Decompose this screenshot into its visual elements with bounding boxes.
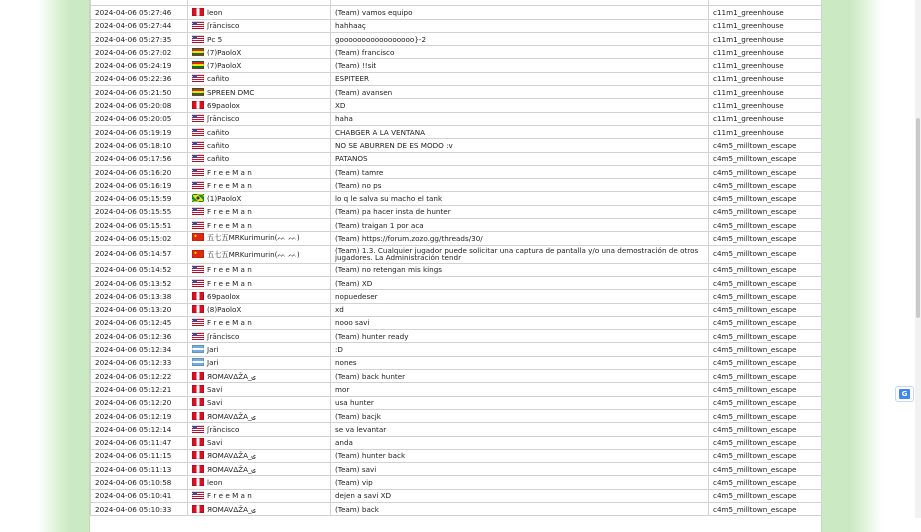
player-name: 69paolox	[207, 101, 240, 111]
cell-message: (Team) back	[331, 502, 709, 515]
cell-player	[188, 219, 331, 232]
flag-pe-icon	[192, 451, 204, 459]
cell-player	[188, 330, 331, 343]
flag-bo-icon	[192, 48, 204, 56]
cell-timestamp: 2024-04-06 05:12:36	[91, 330, 188, 343]
cell-map: c4m5_milltown_escape	[709, 245, 822, 263]
cell-message: (Team) 1.3. Cualquier jugador puede solicitar una captura de pantalla y/o una demostración de otros jugadores. La Administración tendr	[331, 245, 709, 263]
cell-message: (Team) !!sit	[331, 59, 709, 72]
cell-map: c4m5_milltown_escape	[709, 356, 822, 369]
player-name: Savi	[207, 438, 223, 448]
table-row	[91, 99, 822, 112]
cell-player	[188, 476, 331, 489]
flag-us-icon	[192, 74, 204, 82]
player-name: (7)PaoloX	[207, 61, 242, 71]
flag-us-icon	[192, 265, 204, 273]
cell-message: (Team) vip	[331, 476, 709, 489]
player-name: SPREEN DMC	[207, 87, 255, 97]
cell-timestamp: 2024-04-06 05:20:08	[91, 99, 188, 112]
player-name: Jari	[207, 358, 219, 368]
player-name: (1)PaoloX	[207, 194, 242, 204]
cell-message: NO SE ABURREN DE ES MODO :v	[331, 139, 709, 152]
cell-timestamp: 2024-04-06 05:21:50	[91, 86, 188, 99]
cell-timestamp: 2024-04-06 05:13:38	[91, 290, 188, 303]
cell-map: c4m5_milltown_escape	[709, 449, 822, 462]
cell-player	[188, 356, 331, 369]
cell-timestamp: 2024-04-06 05:15:51	[91, 219, 188, 232]
flag-pe-icon	[192, 305, 204, 313]
cell-timestamp: 2024-04-06 05:10:58	[91, 476, 188, 489]
cell-map: c11m1_greenhouse	[709, 32, 822, 45]
flag-br-icon	[192, 194, 204, 202]
cell-player	[188, 502, 331, 515]
cell-map: c4m5_milltown_escape	[709, 290, 822, 303]
cell-message: nopuedeser	[331, 290, 709, 303]
flag-us-icon	[192, 168, 204, 176]
cell-player	[188, 370, 331, 383]
table-row	[91, 276, 822, 289]
cell-player	[188, 125, 331, 138]
flag-us-icon	[192, 332, 204, 340]
cell-message: gooooooooooooooooo}-2	[331, 32, 709, 45]
cell-player	[188, 409, 331, 422]
player-name: ЯOMAVΔŽA_ۍ	[207, 411, 256, 421]
cell-timestamp: 2024-04-06 05:27:02	[91, 46, 188, 59]
player-name: F r e e M a n	[207, 180, 252, 190]
cell-timestamp: 2024-04-06 05:10:33	[91, 502, 188, 515]
cell-map: c4m5_milltown_escape	[709, 343, 822, 356]
table-row	[91, 219, 822, 232]
cell-player	[188, 19, 331, 32]
flag-pe-icon	[192, 478, 204, 486]
flag-us-icon	[192, 221, 204, 229]
player-name: leon	[207, 478, 223, 488]
cell-map: c4m5_milltown_escape	[709, 436, 822, 449]
cell-timestamp: 2024-04-06 05:12:33	[91, 356, 188, 369]
table-row	[91, 86, 822, 99]
flag-us-icon	[192, 279, 204, 287]
cell-player	[188, 152, 331, 165]
cell-player	[188, 46, 331, 59]
cell-timestamp: 2024-04-06 05:11:13	[91, 463, 188, 476]
cell-player	[188, 232, 331, 245]
chat-log-body	[91, 0, 822, 516]
cell-player	[188, 276, 331, 289]
player-name: ʃrāncisco	[207, 114, 240, 124]
cell-message: mor	[331, 383, 709, 396]
table-row	[91, 370, 822, 383]
table-row	[91, 232, 822, 245]
cell-map: c4m5_milltown_escape	[709, 276, 822, 289]
cell-message: haha	[331, 112, 709, 125]
cell-player	[188, 489, 331, 502]
table-row	[91, 290, 822, 303]
flag-cn-icon	[192, 233, 204, 241]
cell-map: c11m1_greenhouse	[709, 112, 822, 125]
cell-player	[188, 343, 331, 356]
player-name: 69paolox	[207, 291, 240, 301]
page-scrollbar[interactable]	[915, 0, 921, 518]
chat-log-table	[90, 0, 822, 516]
player-name: F r e e M a n	[207, 207, 252, 217]
table-row	[91, 502, 822, 515]
cell-timestamp: 2024-04-06 05:15:02	[91, 232, 188, 245]
cell-player	[188, 423, 331, 436]
cell-player	[188, 316, 331, 329]
cell-player	[188, 436, 331, 449]
cell-map: c4m5_milltown_escape	[709, 370, 822, 383]
cell-message: :D	[331, 343, 709, 356]
cell-timestamp: 2024-04-06 05:14:52	[91, 263, 188, 276]
table-row	[91, 125, 822, 138]
player-name: (7)PaoloX	[207, 47, 242, 57]
cell-message: (Team) savi	[331, 463, 709, 476]
cell-message: (Team) avansen	[331, 86, 709, 99]
cell-timestamp: 2024-04-06 05:15:59	[91, 192, 188, 205]
table-row	[91, 139, 822, 152]
flag-pe-icon	[192, 398, 204, 406]
player-name: (8)PaoloX	[207, 305, 242, 315]
cell-timestamp: 2024-04-06 05:27:44	[91, 19, 188, 32]
player-name: 五七五MRKurimurin(ᨓ ᨓ)	[207, 233, 300, 243]
cell-message: dejen a savi XD	[331, 489, 709, 502]
flag-us-icon	[192, 181, 204, 189]
cell-message: (Team) francisco	[331, 46, 709, 59]
cell-timestamp: 2024-04-06 05:16:19	[91, 179, 188, 192]
player-name: cañito	[207, 74, 230, 84]
flag-us-icon	[192, 35, 204, 43]
cell-message: CHABGER A LA VENTANA	[331, 125, 709, 138]
cell-player	[188, 396, 331, 409]
table-row	[91, 165, 822, 178]
player-name: F r e e M a n	[207, 220, 252, 230]
cell-player	[188, 205, 331, 218]
table-row	[91, 303, 822, 316]
table-row	[91, 179, 822, 192]
player-name: ЯOMAVΔŽA_ۍ	[207, 464, 256, 474]
cell-player	[188, 263, 331, 276]
cell-map: c4m5_milltown_escape	[709, 179, 822, 192]
flag-cn-icon	[192, 250, 204, 258]
table-row	[91, 489, 822, 502]
cell-map: c4m5_milltown_escape	[709, 232, 822, 245]
translate-glyph: G	[899, 389, 910, 399]
cell-map: c4m5_milltown_escape	[709, 139, 822, 152]
player-name: Savi	[207, 398, 223, 408]
cell-map: c4m5_milltown_escape	[709, 423, 822, 436]
flag-pe-icon	[192, 372, 204, 380]
cell-map: c11m1_greenhouse	[709, 99, 822, 112]
table-row	[91, 46, 822, 59]
cell-message: (Team) pa hacer insta de hunter	[331, 205, 709, 218]
table-row	[91, 356, 822, 369]
cell-timestamp: 2024-04-06 05:27:46	[91, 6, 188, 19]
cell-player	[188, 59, 331, 72]
cell-timestamp: 2024-04-06 05:12:20	[91, 396, 188, 409]
player-name: F r e e M a n	[207, 265, 252, 275]
chat-log-panel	[89, 0, 822, 532]
flag-ar-icon	[192, 358, 204, 366]
cell-message: (Team) hunter ready	[331, 330, 709, 343]
cell-timestamp: 2024-04-06 05:22:36	[91, 72, 188, 85]
cell-map: c4m5_milltown_escape	[709, 316, 822, 329]
table-row	[91, 72, 822, 85]
flag-pe-icon	[192, 385, 204, 393]
flag-us-icon	[192, 491, 204, 499]
table-row	[91, 112, 822, 125]
cell-map: c4m5_milltown_escape	[709, 219, 822, 232]
cell-timestamp: 2024-04-06 05:24:19	[91, 59, 188, 72]
table-row	[91, 423, 822, 436]
cell-timestamp: 2024-04-06 05:17:56	[91, 152, 188, 165]
flag-us-icon	[192, 425, 204, 433]
flag-pe-icon	[192, 101, 204, 109]
table-row	[91, 449, 822, 462]
player-name: F r e e M a n	[207, 167, 252, 177]
flag-us-icon	[192, 207, 204, 215]
cell-map: c11m1_greenhouse	[709, 86, 822, 99]
player-name: ЯOMAVΔŽA_ۍ	[207, 504, 256, 514]
flag-pe-icon	[192, 8, 204, 16]
cell-message: (Team) hunter back	[331, 449, 709, 462]
cell-player	[188, 99, 331, 112]
player-name: ʃrāncisco	[207, 424, 240, 434]
cell-player	[188, 6, 331, 19]
cell-timestamp: 2024-04-06 05:19:19	[91, 125, 188, 138]
table-row	[91, 436, 822, 449]
cell-message: PATANOS	[331, 152, 709, 165]
player-name: 五七五MRKurimurin(ᨓ ᨓ)	[207, 249, 300, 259]
cell-message: anda	[331, 436, 709, 449]
cell-map: c4m5_milltown_escape	[709, 489, 822, 502]
player-name: ʃrāncisco	[207, 21, 240, 31]
cell-message: XD	[331, 99, 709, 112]
cell-timestamp: 2024-04-06 05:16:20	[91, 165, 188, 178]
cell-player	[188, 179, 331, 192]
cell-map: c4m5_milltown_escape	[709, 330, 822, 343]
cell-timestamp: 2024-04-06 05:13:52	[91, 276, 188, 289]
cell-player	[188, 383, 331, 396]
table-row	[91, 245, 822, 263]
cell-timestamp: 2024-04-06 05:11:47	[91, 436, 188, 449]
flag-us-icon	[192, 114, 204, 122]
flag-ar-icon	[192, 345, 204, 353]
cell-map: c4m5_milltown_escape	[709, 205, 822, 218]
table-row	[91, 463, 822, 476]
cell-player	[188, 72, 331, 85]
cell-map: c4m5_milltown_escape	[709, 152, 822, 165]
cell-message: ESPITEER	[331, 72, 709, 85]
table-row	[91, 476, 822, 489]
cell-map: c11m1_greenhouse	[709, 6, 822, 19]
cell-message: lo q le salva su macho el tank	[331, 192, 709, 205]
cell-player	[188, 463, 331, 476]
google-translate-icon[interactable]	[895, 386, 914, 402]
cell-player	[188, 192, 331, 205]
table-row	[91, 383, 822, 396]
flag-pe-icon	[192, 412, 204, 420]
table-row	[91, 192, 822, 205]
cell-message: hahhaaç	[331, 19, 709, 32]
cell-message: (Team) traigan 1 por aca	[331, 219, 709, 232]
flag-us-icon	[192, 141, 204, 149]
cell-message: (Team) tamre	[331, 165, 709, 178]
cell-message: usa hunter	[331, 396, 709, 409]
cell-player	[188, 290, 331, 303]
cell-player	[188, 303, 331, 316]
cell-player	[188, 449, 331, 462]
cell-message: nones	[331, 356, 709, 369]
table-row	[91, 19, 822, 32]
cell-player	[188, 86, 331, 99]
cell-map: c11m1_greenhouse	[709, 19, 822, 32]
cell-map: c4m5_milltown_escape	[709, 383, 822, 396]
cell-timestamp: 2024-04-06 05:12:34	[91, 343, 188, 356]
player-name: ЯOMAVΔŽA_ۍ	[207, 371, 256, 381]
table-row	[91, 6, 822, 19]
cell-map: c11m1_greenhouse	[709, 125, 822, 138]
flag-pe-icon	[192, 438, 204, 446]
flag-pe-icon	[192, 505, 204, 513]
cell-message: (Team) vamos equipo	[331, 6, 709, 19]
cell-message: (Team) no ps	[331, 179, 709, 192]
flag-us-icon	[192, 128, 204, 136]
flag-pe-icon	[192, 465, 204, 473]
cell-timestamp: 2024-04-06 05:12:14	[91, 423, 188, 436]
player-name: ʃrāncisco	[207, 331, 240, 341]
cell-message: (Team) https://forum.zozo.gg/threads/30/	[331, 232, 709, 245]
cell-message: (Team) back hunter	[331, 370, 709, 383]
flag-bo-icon	[192, 88, 204, 96]
table-row	[91, 343, 822, 356]
table-row	[91, 152, 822, 165]
table-row	[91, 205, 822, 218]
player-name: ЯOMAVΔŽA_ۍ	[207, 451, 256, 461]
table-row	[91, 59, 822, 72]
cell-message: (Team) bacjk	[331, 409, 709, 422]
cell-map: c4m5_milltown_escape	[709, 502, 822, 515]
cell-timestamp: 2024-04-06 05:12:22	[91, 370, 188, 383]
cell-player	[188, 139, 331, 152]
flag-pe-icon	[192, 292, 204, 300]
cell-message: (Team) XD	[331, 276, 709, 289]
player-name: F r e e M a n	[207, 491, 252, 501]
cell-player	[188, 165, 331, 178]
scrollbar-thumb[interactable]	[916, 118, 920, 318]
cell-map: c11m1_greenhouse	[709, 72, 822, 85]
cell-player	[188, 32, 331, 45]
cell-map: c4m5_milltown_escape	[709, 303, 822, 316]
cell-map: c4m5_milltown_escape	[709, 396, 822, 409]
cell-map: c4m5_milltown_escape	[709, 463, 822, 476]
cell-message: se va levantar	[331, 423, 709, 436]
player-name: Jari	[207, 345, 219, 355]
cell-timestamp: 2024-04-06 05:13:20	[91, 303, 188, 316]
cell-message: xd	[331, 303, 709, 316]
player-name: leon	[207, 7, 223, 17]
cell-timestamp: 2024-04-06 05:10:41	[91, 489, 188, 502]
cell-map: c4m5_milltown_escape	[709, 409, 822, 422]
cell-timestamp: 2024-04-06 05:15:55	[91, 205, 188, 218]
player-name: Savi	[207, 384, 223, 394]
cell-map: c4m5_milltown_escape	[709, 476, 822, 489]
table-row	[91, 396, 822, 409]
player-name: Pc 5	[207, 34, 223, 44]
player-name: cañito	[207, 140, 230, 150]
table-row	[91, 263, 822, 276]
flag-us-icon	[192, 21, 204, 29]
flag-us-icon	[192, 318, 204, 326]
cell-timestamp: 2024-04-06 05:20:05	[91, 112, 188, 125]
cell-timestamp: 2024-04-06 05:11:15	[91, 449, 188, 462]
table-row	[91, 330, 822, 343]
cell-timestamp: 2024-04-06 05:27:35	[91, 32, 188, 45]
flag-us-icon	[192, 154, 204, 162]
cell-timestamp: 2024-04-06 05:12:19	[91, 409, 188, 422]
cell-map: c4m5_milltown_escape	[709, 165, 822, 178]
player-name: cañito	[207, 154, 230, 164]
player-name: cañito	[207, 127, 230, 137]
cell-message: nooo savi	[331, 316, 709, 329]
table-row	[91, 32, 822, 45]
cell-map: c11m1_greenhouse	[709, 46, 822, 59]
cell-map: c11m1_greenhouse	[709, 59, 822, 72]
cell-timestamp: 2024-04-06 05:14:57	[91, 245, 188, 263]
cell-timestamp: 2024-04-06 05:12:45	[91, 316, 188, 329]
table-row	[91, 316, 822, 329]
player-name: F r e e M a n	[207, 278, 252, 288]
table-row	[91, 409, 822, 422]
cell-player	[188, 112, 331, 125]
cell-timestamp: 2024-04-06 05:18:10	[91, 139, 188, 152]
cell-map: c4m5_milltown_escape	[709, 263, 822, 276]
cell-player	[188, 245, 331, 263]
cell-timestamp: 2024-04-06 05:12:21	[91, 383, 188, 396]
flag-bo-icon	[192, 61, 204, 69]
cell-message: (Team) no retengan mis kings	[331, 263, 709, 276]
cell-map: c4m5_milltown_escape	[709, 192, 822, 205]
player-name: F r e e M a n	[207, 318, 252, 328]
